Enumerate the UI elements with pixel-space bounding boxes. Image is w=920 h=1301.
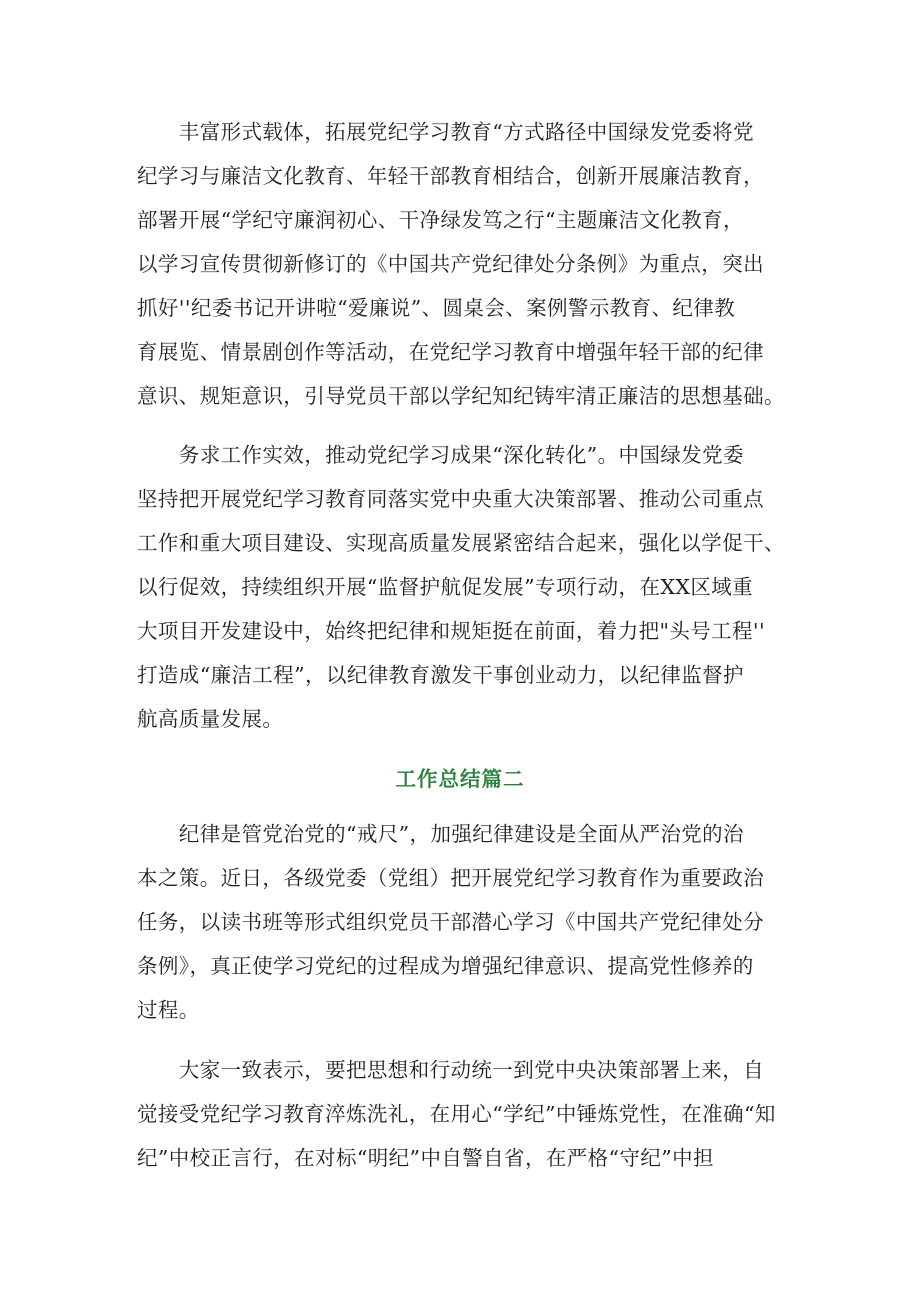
text-line: 纪学习与廉洁文化教育、年轻干部教育相结合，创新开展廉洁教育， xyxy=(137,164,764,188)
text-line: 觉接受党纪学习教育淬炼洗礼，在用心“学纪”中锤炼党性，在准确“知 xyxy=(137,1102,776,1126)
text-line: 本之策。近日，各级党委（党组）把开展党纪学习教育作为重要政治 xyxy=(137,866,764,890)
text-line: 坚持把开展党纪学习教育同落实党中央重大决策部署、推动公司重点 xyxy=(137,487,764,511)
text-line: 大项目开发建设中，始终把纪律和规矩挺在前面，着力把"头号工程'' xyxy=(137,619,765,643)
text-line: 打造成“廉洁工程”，以纪律教育激发干事创业动力，以纪律监督护 xyxy=(137,663,744,687)
text-line: 工作和重大项目建设、实现高质量发展紧密结合起来，强化以学促干、 xyxy=(137,531,785,555)
text-line: 任务，以读书班等形式组织党员干部潜心学习《中国共产党纪律处分 xyxy=(137,910,764,934)
text-line: 大家一致表示，要把思想和行动统一到党中央决策部署上来，自 xyxy=(137,1058,764,1082)
text-line: 以学习宣传贯彻新修订的《中国共产党纪律处分条例》为重点，突出 xyxy=(137,252,764,276)
text-line: 过程。 xyxy=(137,998,200,1022)
paragraph-discipline xyxy=(137,812,797,1032)
text-line: 航高质量发展。 xyxy=(137,707,284,731)
paragraph-formats xyxy=(137,110,797,418)
paragraph-effectiveness xyxy=(137,433,797,741)
paragraph-consensus xyxy=(137,1048,797,1180)
text-line: 条例》，真正使学习党纪的过程成为增强纪律意识、提高党性修养的 xyxy=(137,954,754,978)
section-heading: 工作总结篇二 xyxy=(395,767,525,791)
text-line: 意识、规矩意识，引导党员干部以学纪知纪铸牢清正廉洁的思想基础。 xyxy=(137,384,785,408)
text-line: 丰富形式载体，拓展党纪学习教育“方式路径中国绿发党委将党 xyxy=(137,120,754,144)
text-line: 纪律是管党治党的“戒尺”，加强纪律建设是全面从严治党的治 xyxy=(137,822,744,846)
text-line: 抓好''纪委书记开讲啦“爱廉说”、圆桌会、案例警示教育、纪律教 xyxy=(137,296,736,320)
text-line: 务求工作实效，推动党纪学习成果“深化转化”。中国绿发党委 xyxy=(137,443,744,467)
text-line: 部署开展“学纪守廉润初心、干净绿发笃之行“主题廉洁文化教育， xyxy=(137,208,744,232)
text-line: 纪”中校正言行，在对标“明纪”中自警自省，在严格“守纪”中担 xyxy=(137,1146,714,1170)
text-line: 育展览、情景剧创作等活动，在党纪学习教育中增强年轻干部的纪律 xyxy=(137,340,764,364)
text-line: 以行促效，持续组织开展“监督护航促发展”专项行动，在XX区域重 xyxy=(137,575,754,599)
